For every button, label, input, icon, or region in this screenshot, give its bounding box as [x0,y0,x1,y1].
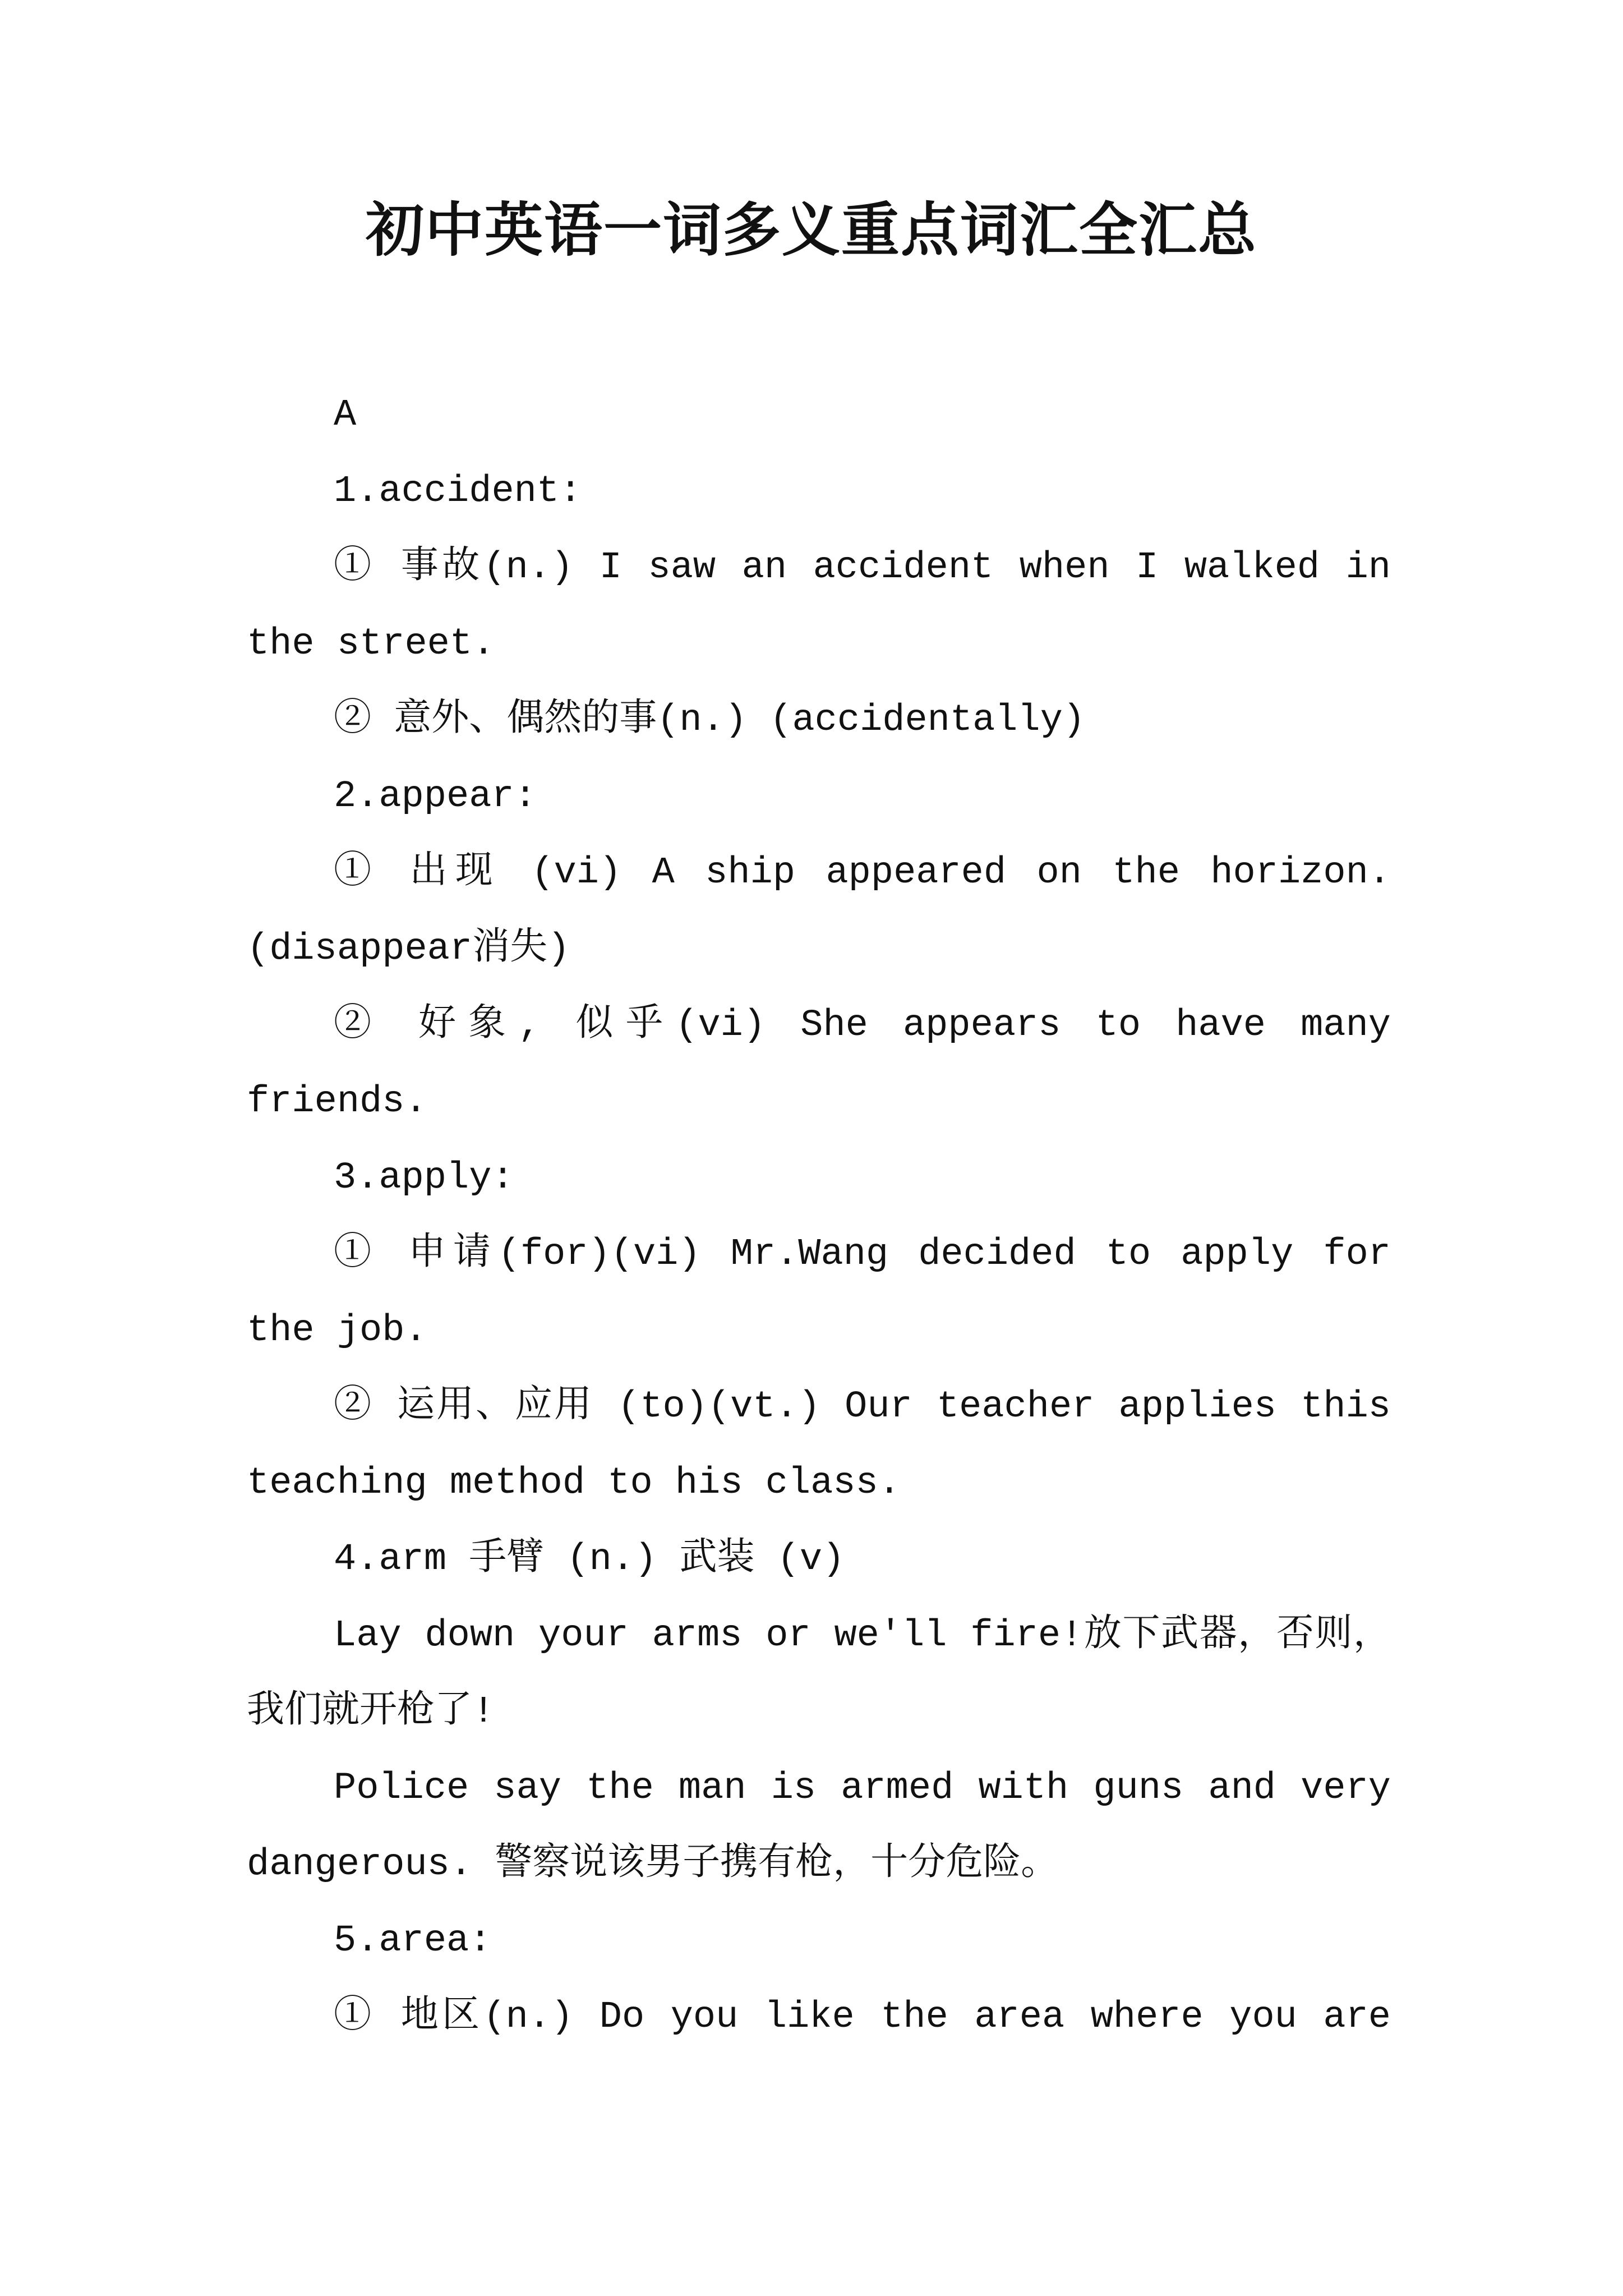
sense-continuation: friends. [247,1080,427,1123]
sense-line: ② 意外、偶然的事(n.) (accidentally) [334,699,1086,742]
sense-continuation: teaching method to his class. [247,1462,901,1504]
example-line: Police say the man is armed with guns and very [334,1767,1391,1810]
sense-continuation: (disappear消失) [247,928,570,970]
example-continuation: 我们就开枪了! [247,1691,495,1733]
sense-line: ② 运用、应用 (to)(vt.) Our teacher applies this [334,1386,1391,1428]
sense-line: ① 申请(for)(vi) Mr.Wang decided to apply for [334,1233,1391,1276]
sense-continuation: the street. [247,623,495,665]
entry-heading: 4.arm 手臂 (n.) 武装 (v) [334,1538,845,1581]
sense-line: ① 出现 (vi) A ship appeared on the horizon. [334,852,1391,894]
example-continuation: dangerous. 警察说该男子携有枪，十分危险。 [247,1843,1059,1886]
sense-line: ① 地区(n.) Do you like the area where you are [334,1996,1391,2039]
document-title: 初中英语一词多义重点词汇全汇总 [365,195,1257,264]
sense-continuation: the job. [247,1309,427,1352]
entry-heading: 2.appear: [334,775,537,818]
sense-line: ② 好象, 似乎(vi) She appears to have many [334,1004,1391,1047]
section-letter: A [334,394,357,436]
entry-heading: 5.area: [334,1920,492,1962]
entry-heading: 3.apply: [334,1157,514,1199]
entry-heading: 1.accident: [334,470,582,513]
example-line: Lay down your arms or we'll fire!放下武器，否则， [334,1614,1391,1657]
sense-line: ① 事故(n.) I saw an accident when I walked in [334,546,1391,589]
